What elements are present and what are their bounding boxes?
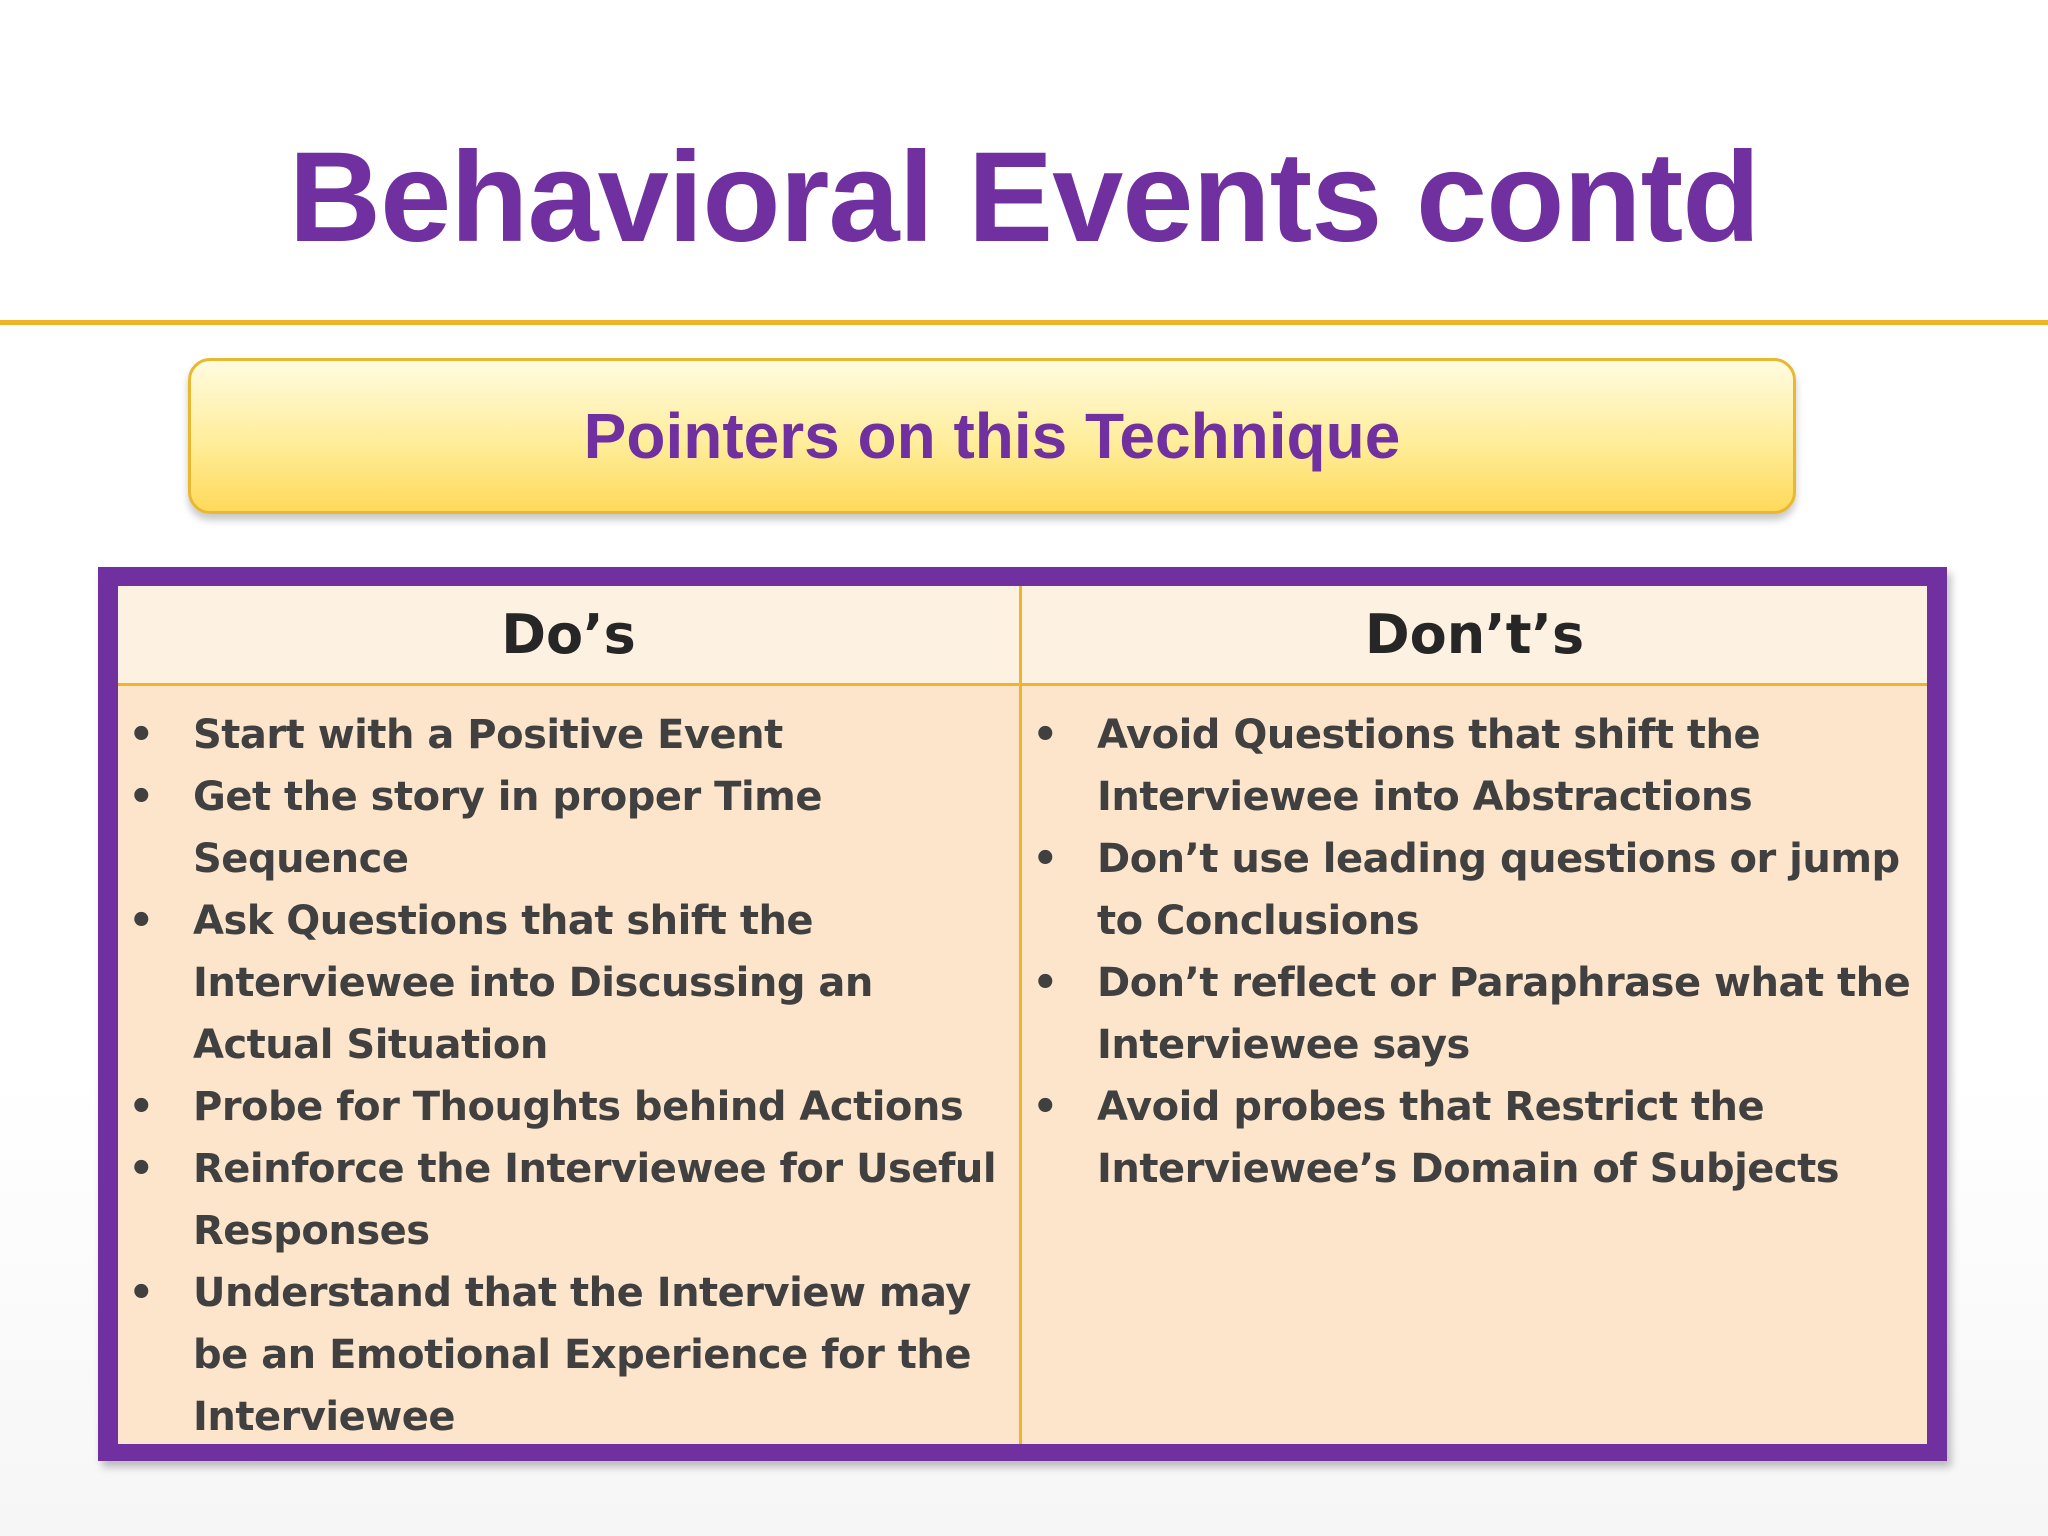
list-item-text: Understand that the Interview may be an Emotional Experience for the Interviewee	[193, 1270, 971, 1440]
list-item	[118, 890, 1019, 1076]
dos-list	[118, 686, 1019, 1448]
dos-header: Do’s	[118, 586, 1019, 686]
list-item-text: Reinforce the Interviewee for Useful Responses	[193, 1146, 997, 1254]
list-item	[1022, 952, 1927, 1076]
dos-column	[118, 586, 1022, 1444]
list-item-text: Avoid Questions that shift the Interviewee into Abstractions	[1097, 712, 1761, 820]
list-item	[118, 766, 1019, 890]
bullet-icon: •	[1032, 1084, 1058, 1130]
subtitle-banner	[188, 358, 1796, 514]
list-item	[1022, 1076, 1927, 1200]
list-item-text: Ask Questions that shift the Interviewee into Discussing an Actual Situation	[193, 898, 873, 1068]
list-item-text: Don’t reflect or Paraphrase what the Interviewee says	[1097, 960, 1911, 1068]
donts-list	[1022, 686, 1927, 1200]
list-item	[118, 1138, 1019, 1262]
slide-title: Behavioral Events contd	[288, 126, 1760, 269]
list-item	[118, 1076, 1019, 1138]
bullet-icon: •	[128, 774, 154, 820]
list-item-text: Get the story in proper Time Sequence	[193, 774, 822, 882]
list-item-text: Avoid probes that Restrict the Interviewee’s Domain of Subjects	[1097, 1084, 1840, 1192]
bullet-icon: •	[1032, 960, 1058, 1006]
list-item	[118, 704, 1019, 766]
pointers-table	[118, 586, 1927, 1444]
list-item	[118, 1262, 1019, 1448]
donts-column	[1022, 586, 1927, 1444]
bullet-icon: •	[128, 712, 154, 758]
subtitle-text: Pointers on this Technique	[583, 400, 1401, 472]
bullet-icon: •	[128, 1270, 154, 1316]
list-item	[1022, 828, 1927, 952]
bullet-icon: •	[128, 1084, 154, 1130]
donts-header: Don’t’s	[1022, 586, 1927, 686]
bullet-icon: •	[1032, 836, 1058, 882]
bullet-icon: •	[128, 1146, 154, 1192]
list-item-text: Don’t use leading questions or jump to Conclusions	[1097, 836, 1900, 944]
bullet-icon: •	[1032, 712, 1058, 758]
list-item-text: Probe for Thoughts behind Actions	[193, 1084, 964, 1130]
title-divider	[0, 320, 2048, 325]
list-item	[1022, 704, 1927, 828]
bullet-icon: •	[128, 898, 154, 944]
list-item-text: Start with a Positive Event	[193, 712, 783, 758]
